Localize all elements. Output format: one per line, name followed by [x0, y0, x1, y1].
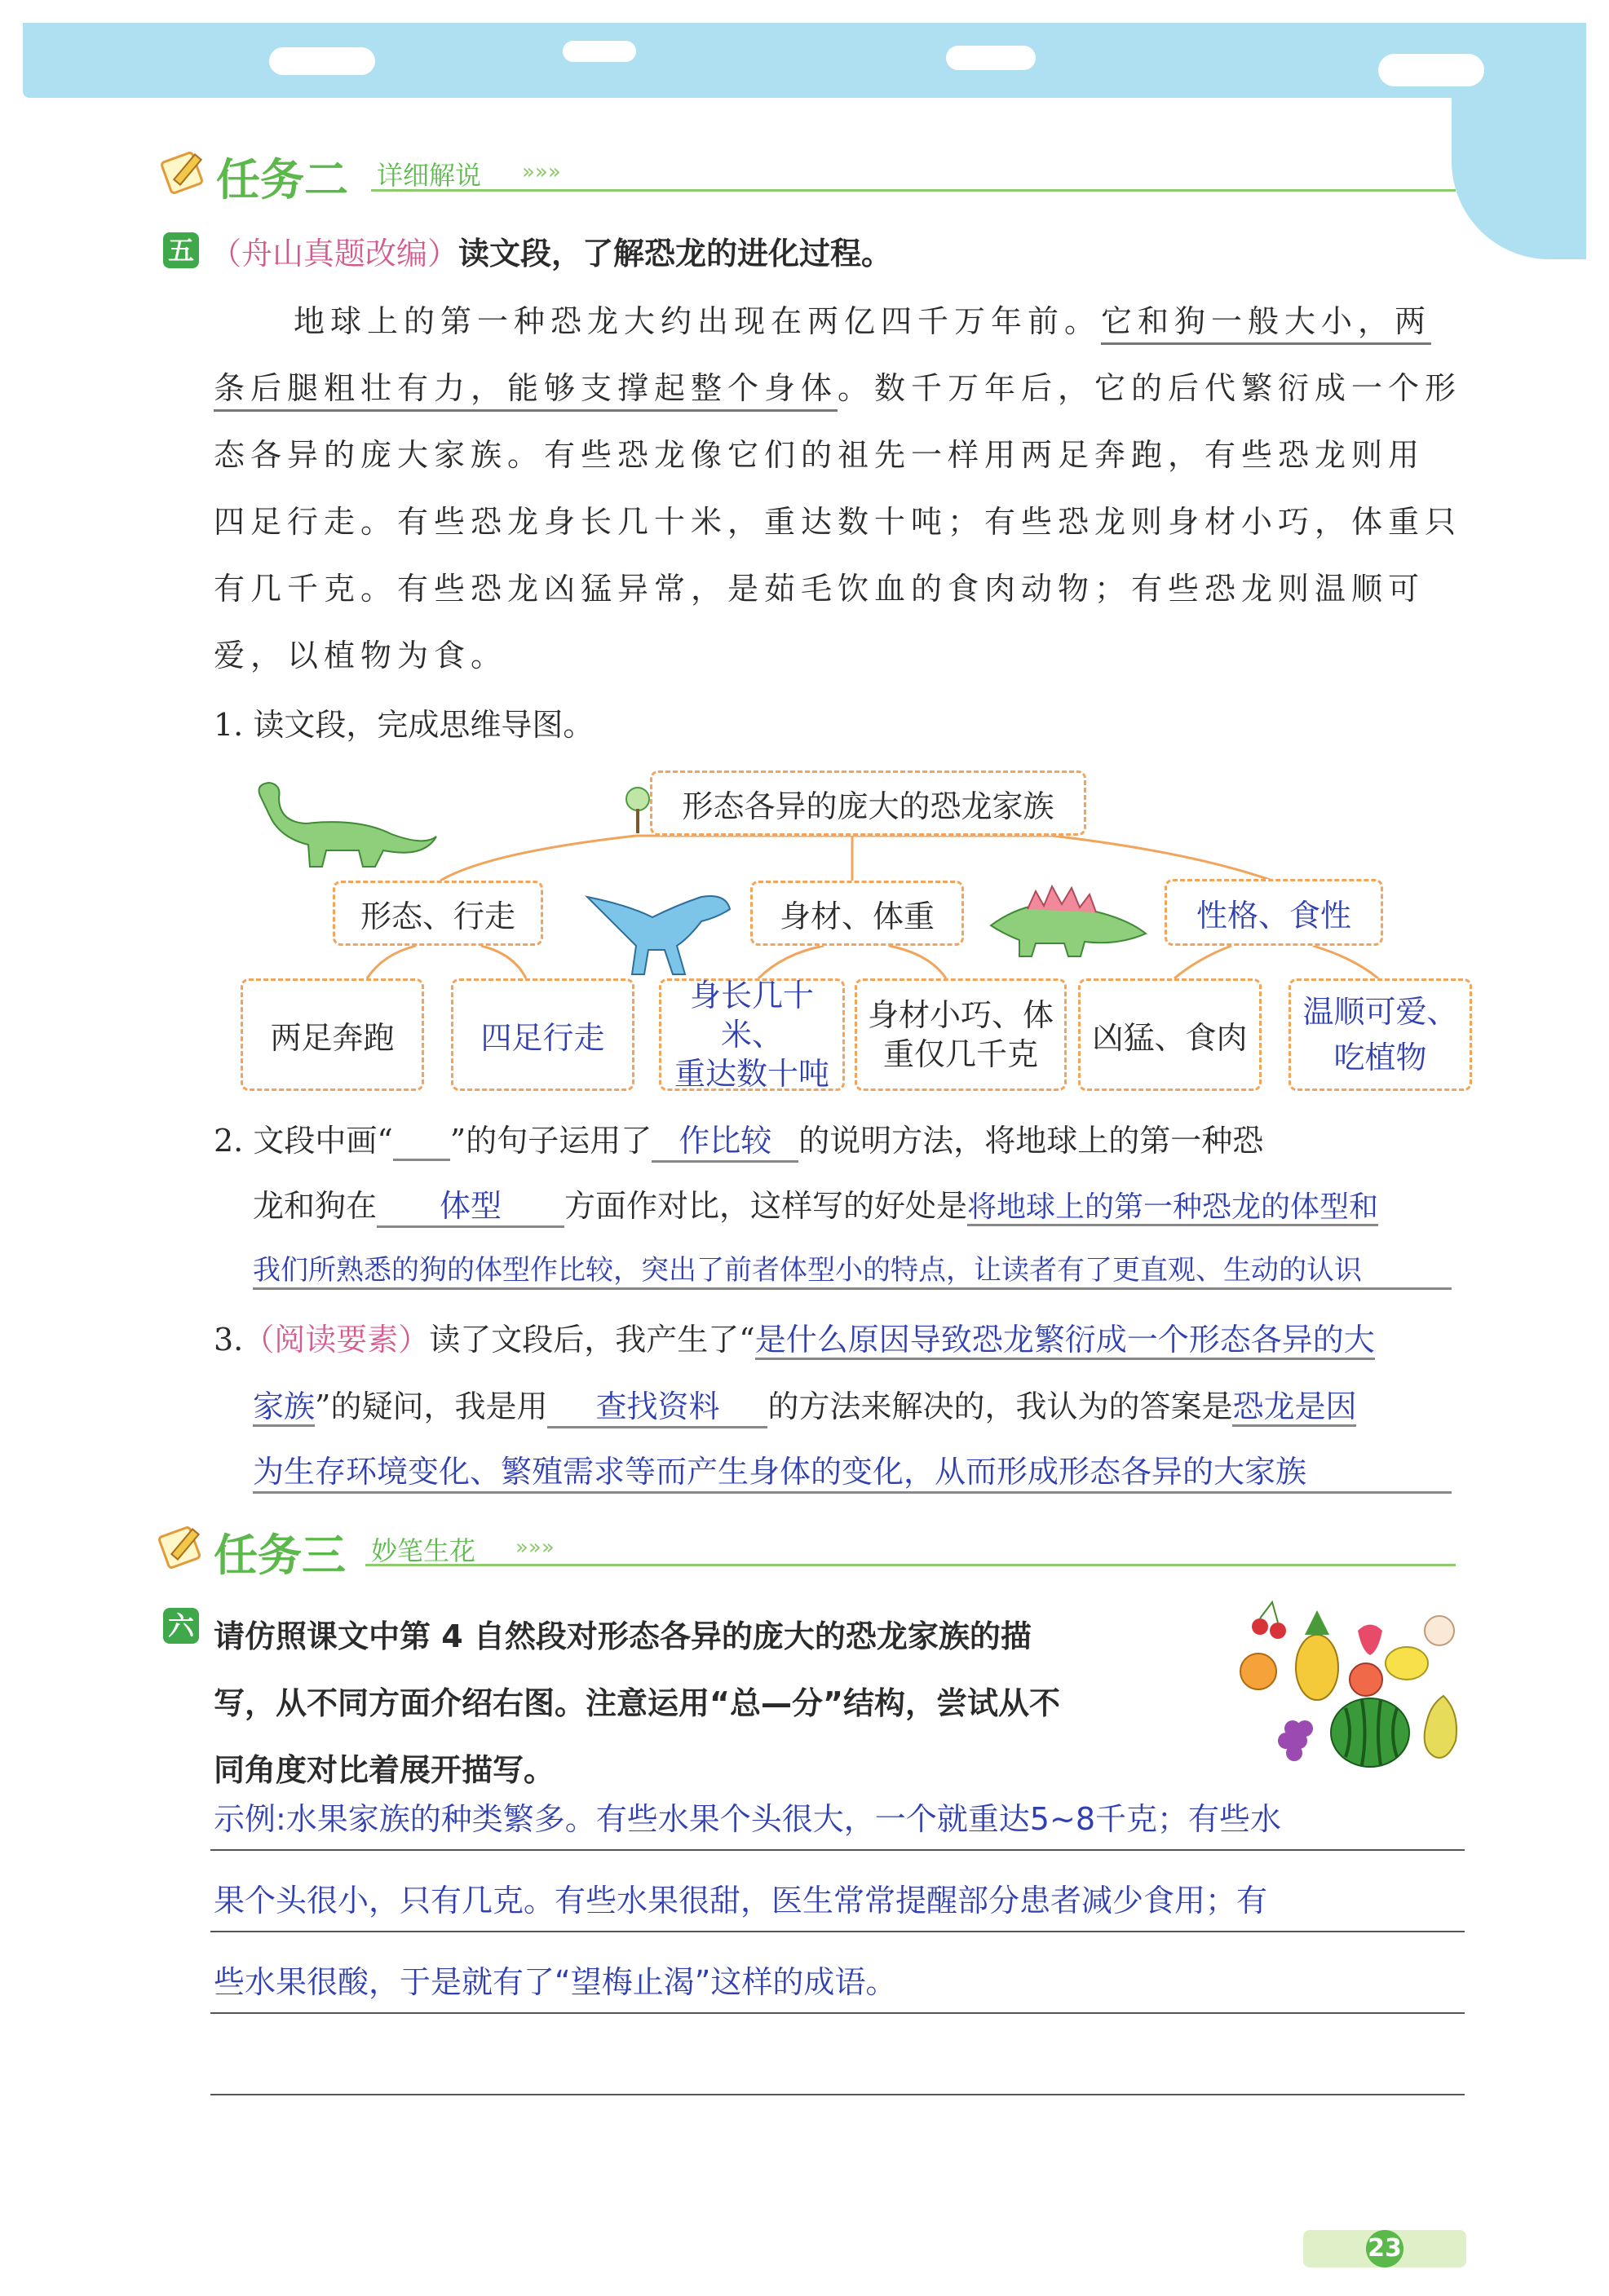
q6-answer-line1: 示例:水果家族的种类繁多。有些水果个头很大，一个就重达5~8千克；有些水	[214, 1801, 1281, 1837]
q5-sub1-label: 1. 读文段，完成思维导图。	[214, 707, 595, 743]
mindmap-category-1: 形态、行走	[333, 881, 543, 946]
mindmap-leaf-2: 四足行走	[451, 978, 634, 1091]
passage-line-5: 有几千克。有些恐龙凶猛异常，是茹毛饮血的食肉动物；有些恐龙则温顺可	[214, 571, 1426, 607]
q6-prompt: 请仿照课文中第 4 自然段对形态各异的庞大的恐龙家族的描 写，从不同方面介绍右图。注意运用“总—分”结构，尝试从不 同角度对比着展开描写。	[214, 1618, 1060, 1788]
q5-sub3-line1: 3.（阅读要素）读了文段后，我产生了“是什么原因导致恐龙繁衍成一个形态各异的大	[214, 1314, 1375, 1359]
passage-line-1: 地球上的第一种恐龙大约出现在两亿四千万年前。它和狗一般大小，两	[214, 288, 1486, 355]
page-number: 23	[1366, 2230, 1403, 2267]
task3-subtitle: 妙笔生花	[371, 1535, 476, 1566]
writing-line-4	[210, 2094, 1465, 2095]
task2-arrows: »»»	[522, 160, 561, 184]
underlined-sentence: 它和狗一般大小，两	[1101, 303, 1431, 345]
task2-subtitle: 详细解说	[377, 160, 482, 191]
writing-line-3	[210, 2012, 1465, 2014]
brachiosaurus-illustration	[236, 773, 440, 871]
underline-sample	[393, 1123, 450, 1161]
mindmap-category-3: 性格、食性	[1165, 879, 1383, 946]
passage-line-6: 爱，以植物为食。	[214, 638, 508, 673]
tree-icon	[621, 783, 654, 840]
task2-title: 任务二	[216, 154, 348, 205]
task3-title: 任务三	[214, 1530, 346, 1581]
answer-question-line1: 是什么原因导致恐龙繁衍成一个形态各异的大	[755, 1322, 1375, 1360]
notebook-pencil-icon	[157, 1523, 206, 1572]
stegosaurus-illustration	[987, 876, 1150, 958]
mindmap-leaf-6: 温顺可爱、 吃植物	[1289, 978, 1472, 1091]
answer-conclusion-line2: 为生存环境变化、繁殖需求等而产生身体的变化，从而形成形态各异的大家族	[253, 1446, 1452, 1494]
mindmap-leaf-3: 身长几十米、 重达数十吨	[659, 978, 845, 1091]
q6-answer-line2: 果个头很小，只有几克。有些水果很甜，医生常常提醒部分患者减少食用；有	[214, 1883, 1268, 1918]
question-badge-6: 六	[163, 1608, 199, 1644]
mindmap-leaf-4: 身材小巧、体 重仅几千克	[855, 978, 1067, 1091]
answer-blank-method: 作比较	[652, 1115, 798, 1163]
answer-conclusion-line1: 恐龙是因	[1232, 1389, 1356, 1427]
q6-answer-line3: 些水果很酸，于是就有了“望梅止渴”这样的成语。	[214, 1964, 897, 2000]
writing-line-2	[210, 1931, 1465, 1932]
q5-source: （舟山真题改编）	[210, 236, 459, 272]
question-badge-5: 五	[163, 232, 199, 268]
q5-sub3-line2: 家族”的疑问，我是用 查找资料 的方法来解决的，我认为的答案是恐龙是因	[253, 1381, 1356, 1428]
mindmap-leaf-5: 凶猛、食肉	[1078, 978, 1262, 1091]
mindmap-category-2: 身材、体重	[750, 881, 964, 946]
answer-blank-method-used: 查找资料	[547, 1381, 767, 1428]
mindmap-leaf-1: 两足奔跑	[241, 978, 424, 1091]
underlined-sentence: 条后腿粗壮有力，能够支撑起整个身体	[214, 370, 838, 412]
answer-benefit-line2: 我们所熟悉的狗的体型作比较，突出了前者体型小的特点，让读者有了更直观、生动的认识	[253, 1247, 1452, 1290]
fruits-illustration	[1235, 1598, 1472, 1769]
task3-divider	[365, 1564, 1456, 1566]
passage-line-3: 态各异的庞大家族。有些恐龙像它们的祖先一样用两足奔跑，有些恐龙则用	[214, 437, 1426, 473]
q5-sub2-line2: 龙和狗在 体型 方面作对比，这样写的好处是将地球上的第一种恐龙的体型和	[253, 1181, 1378, 1228]
raptor-illustration	[579, 872, 742, 978]
task3-arrows: »»»	[515, 1535, 555, 1560]
passage-line-4: 四足行走。有些恐龙身长几十米，重达数十吨；有些恐龙则身材小巧，体重只	[214, 504, 1462, 540]
mindmap-root: 形态各异的庞大的恐龙家族	[650, 770, 1086, 836]
writing-line-1	[210, 1849, 1465, 1851]
answer-question-line2: 家族	[253, 1389, 315, 1427]
passage-line-2: 条后腿粗壮有力，能够支撑起整个身体。数千万年后，它的后代繁衍成一个形	[214, 355, 1486, 422]
q5-sub2-line1: 2. 文段中画“ ”的句子运用了 作比较 的说明方法，将地球上的第一种恐	[214, 1115, 1263, 1163]
q5-prompt: 读文段，了解恐龙的进化过程。	[458, 236, 893, 272]
answer-benefit-line1: 将地球上的第一种恐龙的体型和	[967, 1190, 1378, 1226]
answer-blank-aspect: 体型	[377, 1181, 564, 1228]
